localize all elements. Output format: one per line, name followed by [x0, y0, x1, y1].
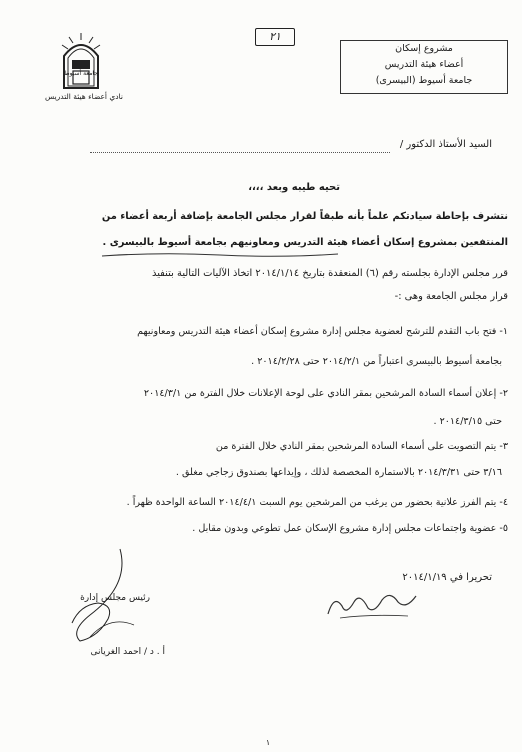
list-item-1-number: ١-	[499, 326, 508, 337]
header-line-2: أعضاء هيئة التدريس	[384, 59, 464, 70]
list-item-2-line-1	[14, 388, 508, 399]
greeting: تحيه طيبه وبعد ،،،،	[248, 182, 340, 193]
dated-line: تحريرا في ٢٠١٤/١/١٩	[402, 572, 492, 583]
list-item-3-line-1	[14, 441, 508, 452]
handwritten-initials-signature	[320, 584, 430, 624]
footer-page-number: ١	[265, 738, 271, 747]
list-item-5-number: ٥-	[499, 523, 508, 534]
paragraph-1-line-2: المنتفعين بمشروع إسكان أعضاء هيئة التدريس ومعاونيهم بجامعة أسيوط بالبيسرى .	[102, 237, 508, 248]
signature-scribble	[50, 545, 140, 645]
list-item-1-text: فتح باب التقدم للترشح لعضوية مجلس إدارة مشروع إسكان أعضاء هيئة التدريس ومعاونيهم	[137, 326, 497, 337]
club-caption: نادي أعضاء هيئة التدريس	[45, 92, 123, 101]
header-line-3: جامعة أسيوط (البيسرى)	[375, 75, 473, 86]
list-item-3-number: ٣-	[499, 441, 508, 452]
list-item-3-text: يتم التصويت على أسماء السادة المرشحين بمقر النادي خلال الفترة من	[215, 441, 497, 452]
underline-mark	[100, 250, 340, 260]
list-item-2-text: إعلان أسماء السادة المرشحين بمقر النادي على لوحة الإعلانات خلال الفترة من ٢٠١٤/٣/١	[143, 388, 497, 399]
page-number-badge: ٢١	[255, 28, 295, 46]
header-line-1: مشروع إسكان	[395, 43, 453, 54]
list-item-1-line-2: بجامعة أسيوط بالبيسرى اعتباراً من ٢٠١٤/٢/١ حتى ٢٠١٤/٢/٢٨ .	[251, 356, 502, 367]
list-item-5-text: عضوية واجتماعات مجلس إدارة مشروع الإسكان عمل تطوعي وبدون مقابل .	[192, 523, 497, 534]
paragraph-2-line-2: قرار مجلس الجامعة وهى :-	[394, 291, 508, 302]
list-item-3-line-2: ٣/١٦ حتى ٢٠١٤/٣/٣١ بالاستمارة المخصصة لذلك ، وإيداعها بصندوق زجاجي مغلق .	[175, 467, 502, 478]
university-logo	[58, 30, 104, 90]
list-item-1-line-1	[14, 326, 508, 337]
addressee-dotted-line	[90, 152, 390, 153]
list-item-5-line-1	[14, 523, 508, 534]
list-item-4-text: يتم الفرز علانية بحضور من يرغب من المرشحين يوم السبت ٢٠١٤/٤/١ الساعة الواحدة ظهراً .	[126, 497, 497, 508]
logo-text: جامعة أسيوط	[64, 70, 98, 77]
list-item-2-number: ٢-	[499, 388, 508, 399]
signatory-name: أ . د / احمد الغريانى	[90, 647, 165, 657]
header-box	[340, 40, 508, 94]
list-item-2-line-2: حتى ٢٠١٤/٣/١٥ .	[433, 416, 502, 427]
list-item-4-number: ٤-	[499, 497, 508, 508]
logo-emblem-icon	[58, 30, 104, 90]
addressee: السيد الأستاذ الدكتور /	[399, 139, 492, 150]
list-item-4-line-1	[14, 497, 508, 508]
paragraph-1-line-1: نتشرف بإحاطة سيادتكم علماً بأنه طبقاً لقرار مجلس الجامعة بإضافة أربعة أعضاء من	[101, 211, 508, 222]
signatory-title: رئيس مجلس إدارة	[80, 593, 150, 603]
paragraph-2-line-1: قرر مجلس الإدارة بجلسته رقم (٦) المنعقدة بتاريخ ٢٠١٤/١/١٤ اتخاذ الآليات التالية بتنفيذ	[152, 268, 508, 279]
